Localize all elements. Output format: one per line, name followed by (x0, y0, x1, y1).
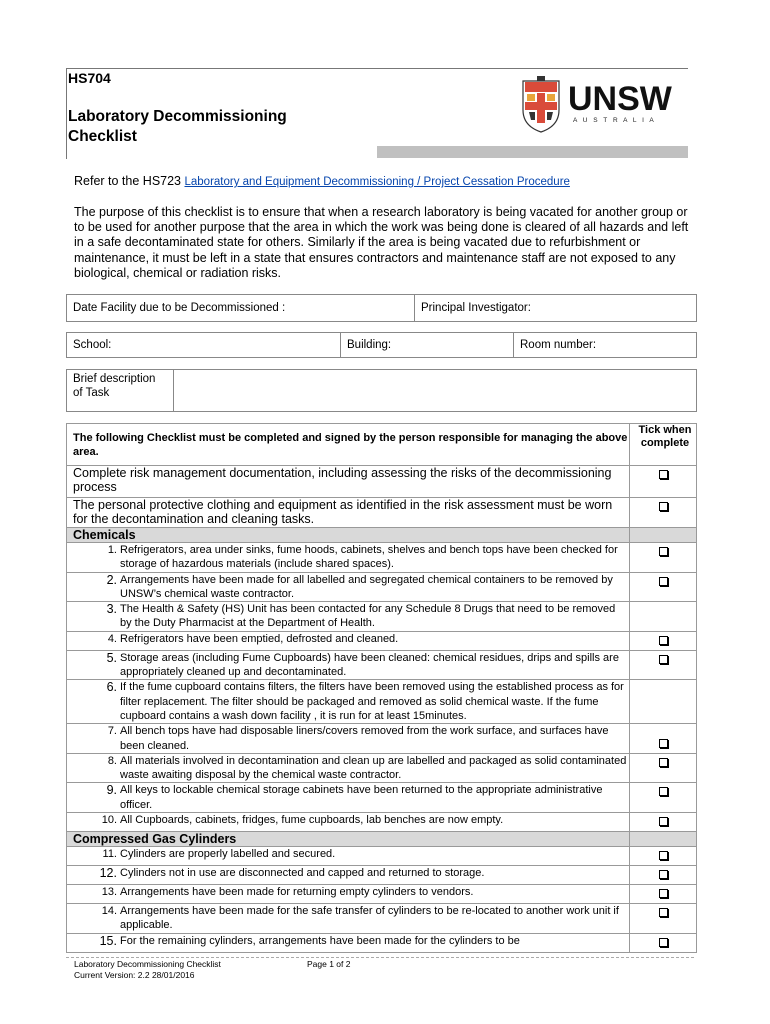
list-item: 9. All keys to lockable chemical storage cabinets have been returned to the appropriate administrative officer. (67, 783, 630, 813)
checkbox-icon[interactable] (659, 636, 668, 645)
checkbox[interactable] (630, 813, 697, 832)
general-item-2: The personal protective clothing and equipment as identified in the risk assessment must be worn for the decontamination and cleaning tasks. (67, 498, 630, 528)
purpose-paragraph: The purpose of this checklist is to ensure that when a research laboratory is being vacated for another group or to be used for another purpose that the area in which the work was being done is cleared of all hazards and left in a safe decontaminated state for others. Similarly if the area is being vacated due to refurbishment or maintenance, it must be left in a state that ensures contractors and maintenance staff are not exposed to any biological, chemical or radiation risks. (74, 205, 689, 280)
list-item: 15. For the remaining cylinders, arrangements have been made for the cylinders to be (67, 933, 630, 952)
section-tick-cell (630, 832, 697, 847)
checkbox-icon[interactable] (659, 889, 668, 898)
checkbox-icon[interactable] (659, 547, 668, 556)
date-field[interactable]: Date Facility due to be Decommissioned : (67, 295, 415, 322)
list-item: 3. The Health & Safety (HS) Unit has been contacted for any Schedule 8 Drugs that need to be removed by the Duty Pharmacist at the Department of Health. (67, 602, 630, 632)
chemicals-section-title: Chemicals (67, 528, 630, 543)
list-item: 7. All bench tops have had disposable liners/covers removed from the work surface, and surfaces have been cleaned. (67, 724, 630, 754)
procedure-link[interactable]: Laboratory and Equipment Decommissioning / Project Cessation Procedure (184, 176, 570, 188)
reference-line (74, 174, 570, 188)
checkbox[interactable] (630, 904, 697, 934)
footer-divider (66, 957, 694, 958)
brief-description-field[interactable] (174, 370, 697, 412)
checkbox[interactable] (630, 933, 697, 952)
list-item: 10. All Cupboards, cabinets, fridges, fume cupboards, lab benches are now empty. (67, 813, 630, 832)
location-table (66, 332, 697, 358)
checkbox-icon[interactable] (659, 851, 668, 860)
footer (74, 959, 221, 981)
document-code: HS704 (68, 70, 111, 86)
principal-investigator-field[interactable]: Principal Investigator: (415, 295, 697, 322)
checkbox-icon[interactable] (659, 470, 668, 479)
list-item: 13. Arrangements have been made for returning empty cylinders to vendors. (67, 885, 630, 904)
date-pi-table (66, 294, 697, 322)
checkbox[interactable] (630, 572, 697, 602)
checkbox-icon[interactable] (659, 502, 668, 511)
general-item-1: Complete risk management documentation, including assessing the risks of the decommissioning process (67, 466, 630, 498)
footer-doc-name: Laboratory Decommissioning Checklist (74, 959, 221, 969)
section-tick-cell (630, 528, 697, 543)
checkbox[interactable] (630, 885, 697, 904)
footer-version: Current Version: 2.2 28/01/2016 (74, 970, 195, 980)
checkbox-icon[interactable] (659, 758, 668, 767)
list-item: 4. Refrigerators have been emptied, defrosted and cleaned. (67, 631, 630, 650)
checkbox[interactable] (630, 543, 697, 573)
checkbox-icon[interactable] (659, 908, 668, 917)
tick-cell-empty[interactable] (630, 602, 697, 632)
list-item: 14. Arrangements have been made for the safe transfer of cylinders to be re-located to another work unit if applicable. (67, 904, 630, 934)
room-number-field[interactable]: Room number: (514, 333, 697, 358)
title-line-2: Checklist (68, 128, 137, 145)
list-item: 1. Refrigerators, area under sinks, fume hoods, cabinets, shelves and bench tops have been checked for storage of hazardous materials (include shared spaces). (67, 543, 630, 573)
tick-cell-empty[interactable] (630, 680, 697, 724)
list-item: 2. Arrangements have been made for all labelled and segregated chemical containers to be removed by UNSW’s chemical waste contractor. (67, 572, 630, 602)
checkbox[interactable] (630, 753, 697, 783)
header-gray-bar (377, 146, 688, 158)
list-item: 12. Cylinders not in use are disconnected and capped and returned to storage. (67, 866, 630, 885)
checkbox[interactable] (630, 466, 697, 498)
checkbox-icon[interactable] (659, 817, 668, 826)
checkbox-icon[interactable] (659, 870, 668, 879)
list-item: 8. All materials involved in decontamination and clean up are labelled and packaged as solid contaminated waste awaiting disposal by the chemical waste contractor. (67, 753, 630, 783)
reference-prefix: Refer to the HS723 (74, 174, 185, 188)
svg-text:A U S T R A L I A: A U S T R A L I A (573, 117, 656, 124)
checkbox-icon[interactable] (659, 938, 668, 947)
checkbox[interactable] (630, 631, 697, 650)
checkbox-icon[interactable] (659, 655, 668, 664)
header-divider (377, 68, 688, 69)
unsw-logo (521, 76, 686, 141)
checkbox-icon[interactable] (659, 739, 668, 748)
checkbox-icon[interactable] (659, 577, 668, 586)
checkbox[interactable] (630, 724, 697, 754)
checklist-table (66, 423, 697, 953)
checkbox[interactable] (630, 866, 697, 885)
brief-description-label: Brief description of Task (67, 370, 174, 412)
building-field[interactable]: Building: (341, 333, 514, 358)
checklist-heading: The following Checklist must be completed and signed by the person responsible for managing the above area. (67, 424, 630, 466)
tick-column-header: Tick when complete (630, 424, 697, 466)
list-item: 5. Storage areas (including Fume Cupboards) have been cleaned: chemical residues, drips and spills are appropriately cleaned up and decontaminated. (67, 650, 630, 680)
checkbox[interactable] (630, 498, 697, 528)
list-item: 11. Cylinders are properly labelled and secured. (67, 847, 630, 866)
brief-table (66, 369, 697, 412)
document-title (68, 107, 287, 147)
svg-text:UNSW: UNSW (568, 80, 672, 118)
checkbox[interactable] (630, 847, 697, 866)
title-line-1: Laboratory Decommissioning (68, 108, 287, 125)
checkbox[interactable] (630, 650, 697, 680)
list-item: 6. If the fume cupboard contains filters, the filters have been removed using the established process as for filter replacement. The filter should be packaged and removed as solid chemical waste. If the fume cupboard contains a wash down facility , it is run for at least 15minutes. (67, 680, 630, 724)
school-field[interactable]: School: (67, 333, 341, 358)
gas-cylinders-section-title: Compressed Gas Cylinders (67, 832, 630, 847)
checkbox-icon[interactable] (659, 787, 668, 796)
page-number: Page 1 of 2 (307, 959, 351, 969)
unsw-crest-icon (521, 76, 686, 136)
checkbox[interactable] (630, 783, 697, 813)
